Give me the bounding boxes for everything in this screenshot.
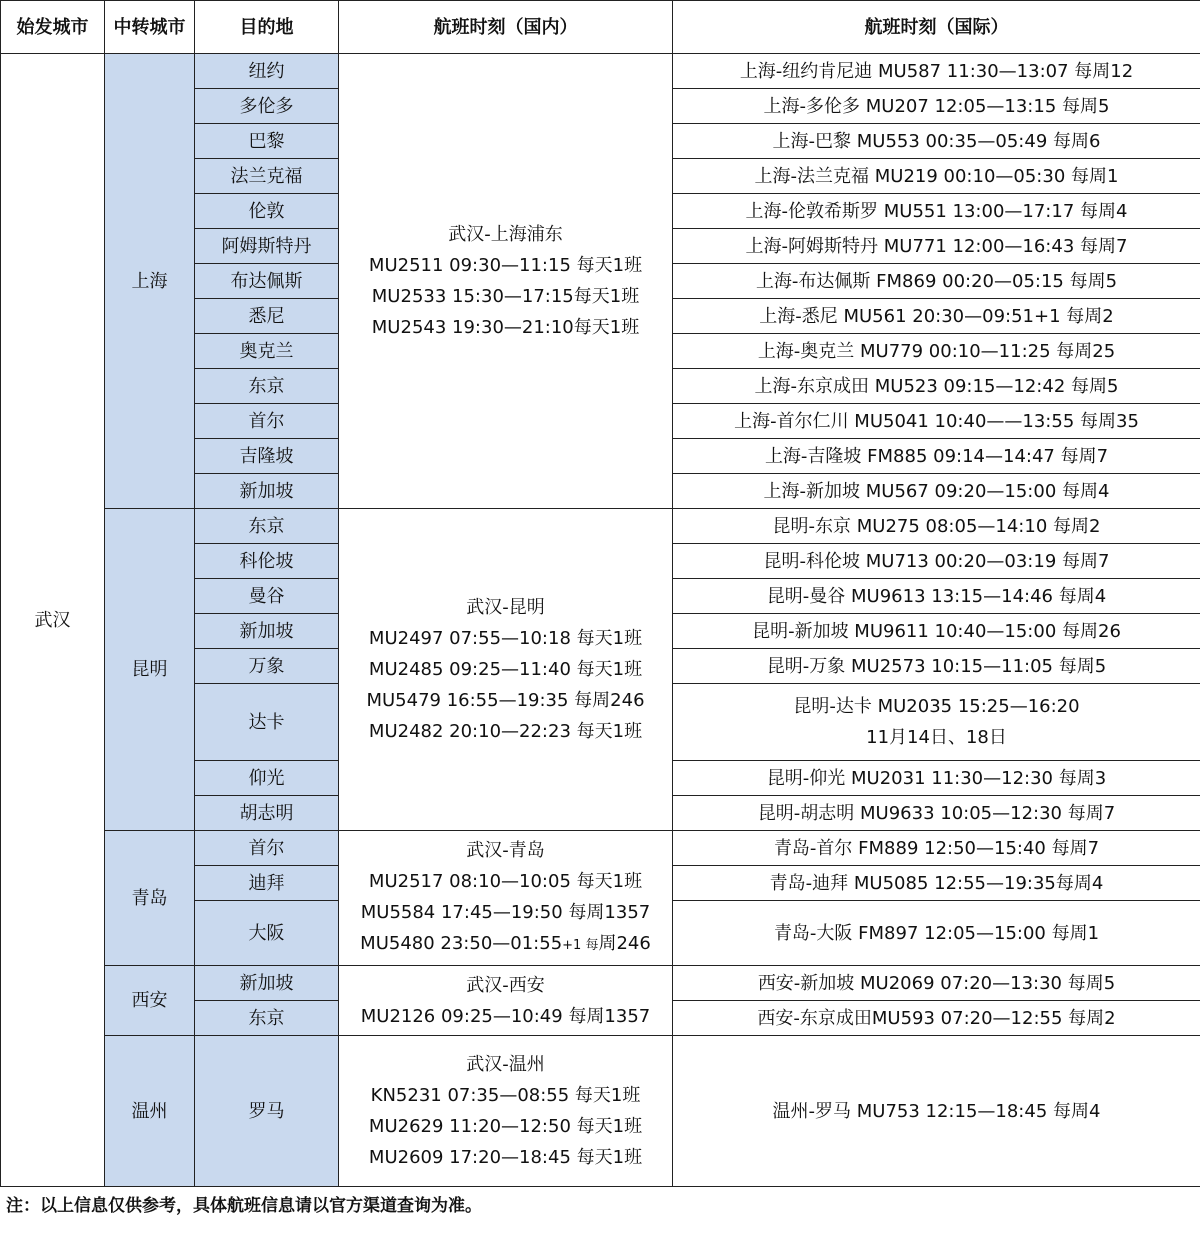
- international-flight-cell: 上海-首尔仁川 MU5041 10:40——13:55 每周35: [673, 404, 1200, 439]
- domestic-line: [341, 928, 670, 961]
- international-flight-cell: 上海-多伦多 MU207 12:05—13:15 每周5: [673, 89, 1200, 124]
- footnote: 注：以上信息仅供参考，具体航班信息请以官方渠道查询为准。: [6, 1196, 482, 1216]
- destination-cell: 达卡: [195, 684, 339, 761]
- domestic-line: 武汉-温州: [466, 1054, 545, 1075]
- destination-cell: 巴黎: [195, 124, 339, 159]
- header-destination: 目的地: [195, 1, 339, 54]
- international-flight-cell: 昆明-新加坡 MU9611 10:40—15:00 每周26: [673, 614, 1200, 649]
- international-flight-cell: 青岛-大阪 FM897 12:05—15:00 每周1: [673, 901, 1200, 966]
- destination-cell: 大阪: [195, 901, 339, 966]
- domestic-line: MU2543 19:30—21:10每天1班: [371, 317, 640, 338]
- international-flight-cell: 昆明-科伦坡 MU713 00:20—03:19 每周7: [673, 544, 1200, 579]
- domestic-line: MU2533 15:30—17:15每天1班: [371, 286, 640, 307]
- international-flight-cell: 上海-巴黎 MU553 00:35—05:49 每周6: [673, 124, 1200, 159]
- destination-cell: 新加坡: [195, 614, 339, 649]
- international-flight-cell: [673, 684, 1200, 761]
- transfer-city-cell: 温州: [105, 1036, 195, 1187]
- domestic-flights-cell: [339, 1036, 673, 1187]
- transfer-city-cell: 昆明: [105, 509, 195, 831]
- international-flight-cell: 上海-布达佩斯 FM869 00:20—05:15 每周5: [673, 264, 1200, 299]
- transfer-city-cell: 上海: [105, 54, 195, 509]
- destination-cell: 新加坡: [195, 474, 339, 509]
- domestic-line-small: +1 每: [562, 938, 599, 953]
- international-line: 11月14日、18日: [866, 727, 1007, 748]
- destination-cell: 伦敦: [195, 194, 339, 229]
- transfer-city-cell: 西安: [105, 966, 195, 1036]
- domestic-line-main: MU5480 23:50—01:55: [360, 933, 563, 954]
- destination-cell: 万象: [195, 649, 339, 684]
- domestic-flights-cell: [339, 509, 673, 831]
- destination-cell: 悉尼: [195, 299, 339, 334]
- destination-cell: 纽约: [195, 54, 339, 89]
- destination-cell: 东京: [195, 509, 339, 544]
- destination-cell: 奥克兰: [195, 334, 339, 369]
- destination-cell: 迪拜: [195, 866, 339, 901]
- domestic-flights-cell: [339, 831, 673, 966]
- international-flight-cell: 上海-东京成田 MU523 09:15—12:42 每周5: [673, 369, 1200, 404]
- table-row: [1, 54, 1200, 89]
- header-row: [1, 1, 1200, 54]
- destination-cell: 新加坡: [195, 966, 339, 1001]
- domestic-line: MU2126 09:25—10:49 每周1357: [360, 1005, 651, 1027]
- domestic-line: MU2485 09:25—11:40 每天1班: [368, 659, 643, 680]
- header-transfer: 中转城市: [105, 1, 195, 54]
- international-flight-cell: 上海-吉隆坡 FM885 09:14—14:47 每周7: [673, 439, 1200, 474]
- domestic-line: 武汉-西安: [466, 974, 545, 996]
- international-flight-cell: 昆明-胡志明 MU9633 10:05—12:30 每周7: [673, 796, 1200, 831]
- domestic-flights-cell: [339, 54, 673, 509]
- domestic-line: MU2629 11:20—12:50 每天1班: [368, 1116, 643, 1137]
- domestic-line: MU2511 09:30—11:15 每天1班: [368, 255, 643, 276]
- international-flight-cell: 昆明-东京 MU275 08:05—14:10 每周2: [673, 509, 1200, 544]
- international-flight-cell: 上海-纽约肯尼迪 MU587 11:30—13:07 每周12: [673, 54, 1200, 89]
- international-flight-cell: 温州-罗马 MU753 12:15—18:45 每周4: [673, 1036, 1200, 1187]
- destination-cell: 东京: [195, 1001, 339, 1036]
- domestic-line: MU5584 17:45—19:50 每周1357: [360, 902, 651, 923]
- origin-city-cell: 武汉: [1, 54, 105, 1187]
- table-row: [1, 1036, 1200, 1187]
- domestic-line: MU2482 20:10—22:23 每天1班: [368, 721, 643, 742]
- domestic-line-suffix: 周246: [598, 933, 651, 954]
- header-domestic: 航班时刻（国内）: [339, 1, 673, 54]
- table-row: [1, 966, 1200, 1001]
- destination-cell: 科伦坡: [195, 544, 339, 579]
- international-flight-cell: 西安-东京成田MU593 07:20—12:55 每周2: [673, 1001, 1200, 1036]
- international-flight-cell: 西安-新加坡 MU2069 07:20—13:30 每周5: [673, 966, 1200, 1001]
- international-flight-cell: 上海-法兰克福 MU219 00:10—05:30 每周1: [673, 159, 1200, 194]
- destination-cell: 曼谷: [195, 579, 339, 614]
- international-flight-cell: 上海-悉尼 MU561 20:30—09:51+1 每周2: [673, 299, 1200, 334]
- domestic-line: MU2517 08:10—10:05 每天1班: [368, 871, 643, 892]
- international-flight-cell: 上海-伦敦希斯罗 MU551 13:00—17:17 每周4: [673, 194, 1200, 229]
- domestic-line: MU2609 17:20—18:45 每天1班: [368, 1147, 643, 1168]
- destination-cell: 罗马: [195, 1036, 339, 1187]
- domestic-line: 武汉-昆明: [466, 597, 545, 618]
- international-flight-cell: 青岛-首尔 FM889 12:50—15:40 每周7: [673, 831, 1200, 866]
- destination-cell: 首尔: [195, 831, 339, 866]
- domestic-line: 武汉-上海浦东: [448, 224, 563, 245]
- domestic-line: MU2497 07:55—10:18 每天1班: [368, 628, 643, 649]
- table-row: [1, 831, 1200, 866]
- international-flight-cell: 青岛-迪拜 MU5085 12:55—19:35每周4: [673, 866, 1200, 901]
- international-flight-cell: 昆明-仰光 MU2031 11:30—12:30 每周3: [673, 761, 1200, 796]
- domestic-flights-cell: [339, 966, 673, 1036]
- destination-cell: 东京: [195, 369, 339, 404]
- international-flight-cell: 昆明-曼谷 MU9613 13:15—14:46 每周4: [673, 579, 1200, 614]
- destination-cell: 法兰克福: [195, 159, 339, 194]
- destination-cell: 吉隆坡: [195, 439, 339, 474]
- international-flight-cell: 上海-新加坡 MU567 09:20—15:00 每周4: [673, 474, 1200, 509]
- international-flight-cell: 上海-阿姆斯特丹 MU771 12:00—16:43 每周7: [673, 229, 1200, 264]
- domestic-line: MU5479 16:55—19:35 每周246: [366, 690, 645, 711]
- destination-cell: 多伦多: [195, 89, 339, 124]
- domestic-line: KN5231 07:35—08:55 每天1班: [370, 1085, 641, 1106]
- destination-cell: 首尔: [195, 404, 339, 439]
- international-flight-cell: 上海-奥克兰 MU779 00:10—11:25 每周25: [673, 334, 1200, 369]
- table-row: [1, 509, 1200, 544]
- international-line: 昆明-达卡 MU2035 15:25—16:20: [793, 696, 1080, 717]
- header-origin: 始发城市: [1, 1, 105, 54]
- transfer-city-cell: 青岛: [105, 831, 195, 966]
- destination-cell: 仰光: [195, 761, 339, 796]
- destination-cell: 胡志明: [195, 796, 339, 831]
- domestic-line: 武汉-青岛: [466, 840, 545, 861]
- destination-cell: 布达佩斯: [195, 264, 339, 299]
- destination-cell: 阿姆斯特丹: [195, 229, 339, 264]
- international-flight-cell: 昆明-万象 MU2573 10:15—11:05 每周5: [673, 649, 1200, 684]
- header-international: 航班时刻（国际）: [673, 1, 1200, 54]
